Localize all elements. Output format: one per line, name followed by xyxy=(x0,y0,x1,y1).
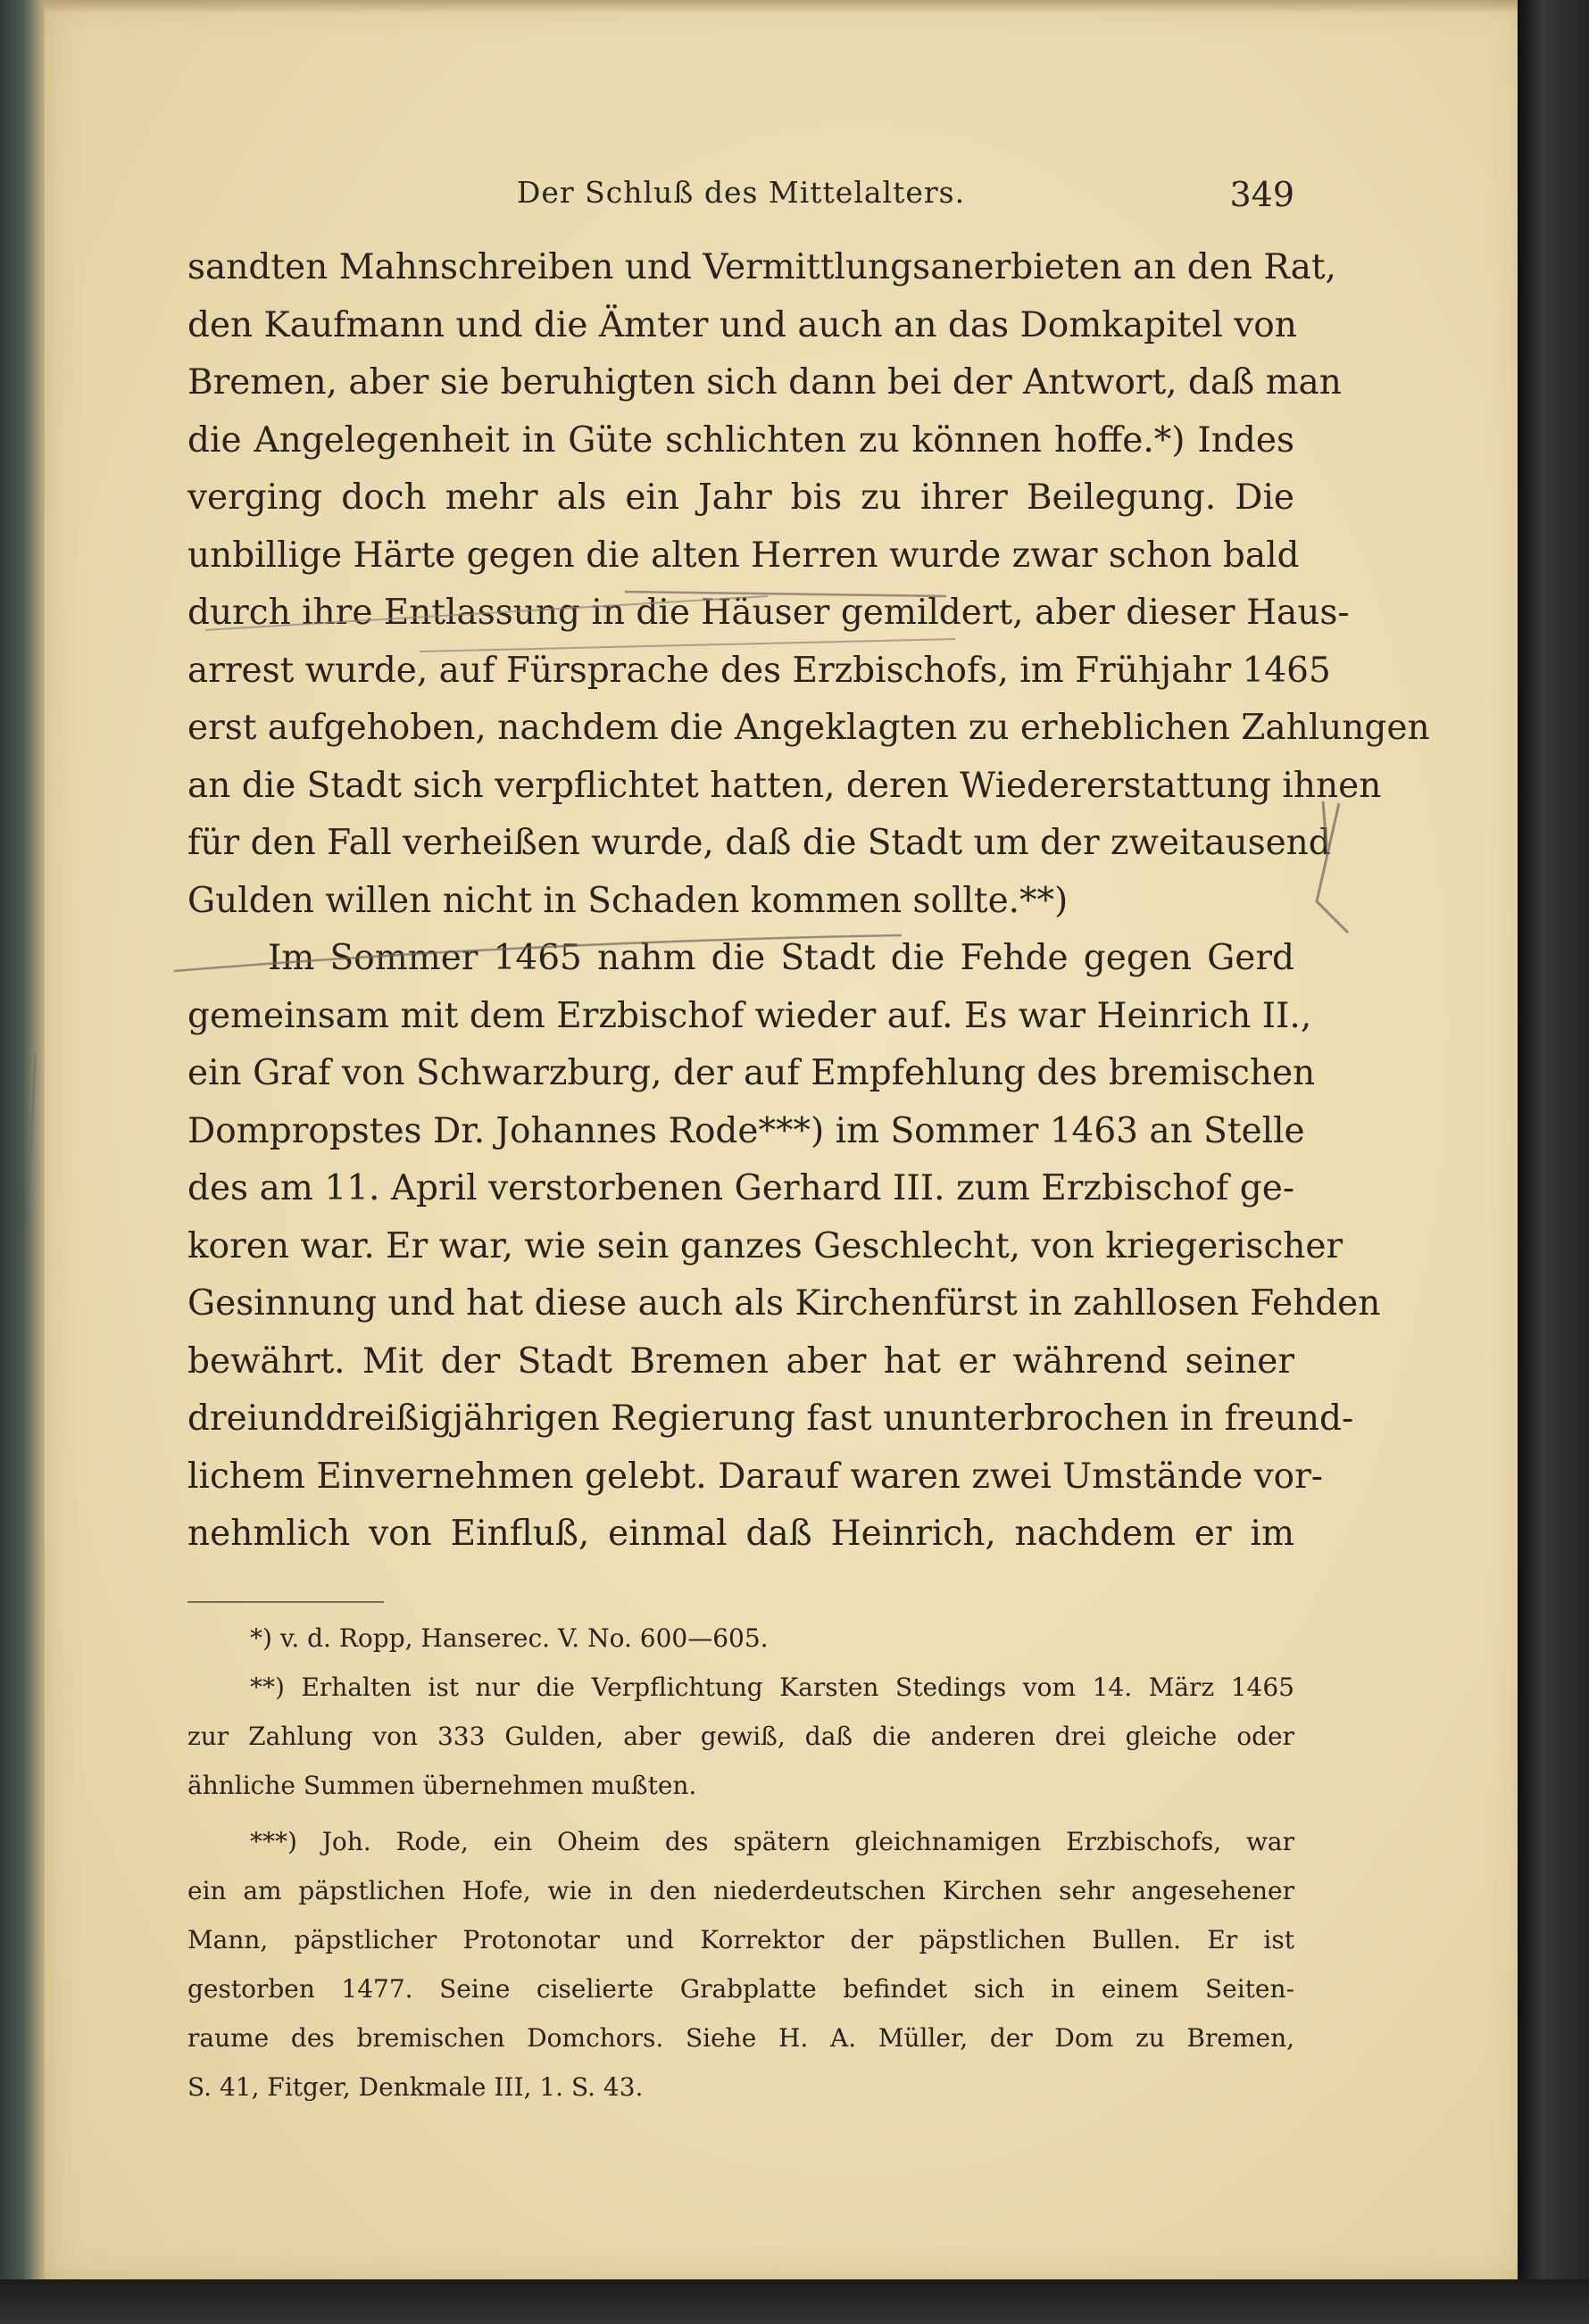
text-line: ein Graf von Schwarzburg, der auf Empfehlung des bremischen xyxy=(187,1053,1316,1093)
footnote-rule xyxy=(187,1601,384,1603)
text-line: Dompropstes Dr. Johannes Rode***) im Sommer 1463 an Stelle xyxy=(187,1110,1305,1151)
footnote-line: raume des bremischen Domchors. Siehe H. A. Müller, der Dom zu Bremen, xyxy=(187,2023,1294,2053)
text-line: nehmlich von Einfluß, einmal daß Heinrich, nachdem er im xyxy=(187,1514,1294,1554)
footnotes xyxy=(187,1614,1294,2112)
book-cover-right xyxy=(1518,0,1589,2324)
footnote-line: *) v. d. Ropp, Hanserec. V. No. 600—605. xyxy=(250,1623,769,1653)
book-cover-bottom xyxy=(0,2279,1589,2324)
text-line: erst aufgehoben, nachdem die Angeklagten zu erheblichen Zahlungen xyxy=(187,708,1430,748)
text-line: verging doch mehr als ein Jahr bis zu ihrer Beilegung. Die xyxy=(187,477,1294,518)
text-line: die Angelegenheit in Güte schlichten zu können hoffe.*) Indes xyxy=(187,419,1294,461)
running-title: Der Schluß des Mittelalters. xyxy=(516,175,966,210)
text-line: unbillige Härte gegen die alten Herren wurde zwar schon bald xyxy=(187,535,1300,576)
page-number: 349 xyxy=(1229,175,1294,214)
text-line: bewährt. Mit der Stadt Bremen aber hat er während seiner xyxy=(187,1340,1294,1382)
text-line: für den Fall verheißen wurde, daß die Stadt um der zweitausend xyxy=(187,823,1331,863)
text-line: sandten Mahnschreiben und Vermittlungsanerbieten an den Rat, xyxy=(187,247,1336,287)
text-line: Im Sommer 1465 nahm die Stadt die Fehde gegen Gerd xyxy=(268,938,1294,978)
text-line: dreiunddreißigjährigen Regierung fast ununterbrochen in freund- xyxy=(187,1399,1354,1439)
footnote-line: **) Erhalten ist nur die Verpflichtung Karsten Stedings vom 14. März 1465 xyxy=(250,1672,1294,1702)
text-line: arrest wurde, auf Fürsprache des Erzbischofs, im Frühjahr 1465 xyxy=(187,650,1331,691)
footnote-line: ähnliche Summen übernehmen mußten. xyxy=(187,1771,697,1800)
footnote-line: ein am päpstlichen Hofe, wie in den niederdeutschen Kirchen sehr angesehener xyxy=(187,1876,1294,1905)
text-line: lichem Einvernehmen gelebt. Darauf waren zwei Umstände vor- xyxy=(187,1456,1323,1497)
running-head xyxy=(187,175,1294,228)
text-line: Gulden willen nicht in Schaden kommen sollte.**) xyxy=(187,880,1069,921)
text-line: an die Stadt sich verpflichtet hatten, deren Wiedererstattung ihnen xyxy=(187,765,1382,806)
footnote-line: S. 41, Fitger, Denkmale III, 1. S. 43. xyxy=(187,2072,644,2102)
footnote-line: Mann, päpstlicher Protonotar und Korrektor der päpstlichen Bullen. Er ist xyxy=(187,1925,1294,1955)
body-text xyxy=(187,239,1430,1564)
text-line: des am 11. April verstorbenen Gerhard III. zum Erzbischof ge- xyxy=(187,1168,1294,1208)
footnote-line: zur Zahlung von 333 Gulden, aber gewiß, daß die anderen drei gleiche oder xyxy=(187,1722,1294,1751)
text-line: den Kaufmann und die Ämter und auch an das Domkapitel von xyxy=(187,304,1297,345)
page-edge-top xyxy=(45,0,1527,12)
text-line: koren war. Er war, wie sein ganzes Geschlecht, von kriegerischer xyxy=(187,1225,1344,1266)
footnote-line: gestorben 1477. Seine ciselierte Grabplatte befindet sich in einem Seiten- xyxy=(187,1974,1294,2004)
text-line: Bremen, aber sie beruhigten sich dann bei der Antwort, daß man xyxy=(187,362,1342,403)
text-line: Gesinnung und hat diese auch als Kirchenfürst in zahllosen Fehden xyxy=(187,1283,1381,1324)
footnote-line: ***) Joh. Rode, ein Oheim des spätern gleichnamigen Erzbischofs, war xyxy=(250,1827,1294,1856)
text-line: durch ihre Entlassung in die Häuser gemildert, aber dieser Haus- xyxy=(187,593,1350,633)
text-line: gemeinsam mit dem Erzbischof wieder auf. Es war Heinrich II., xyxy=(187,995,1312,1036)
